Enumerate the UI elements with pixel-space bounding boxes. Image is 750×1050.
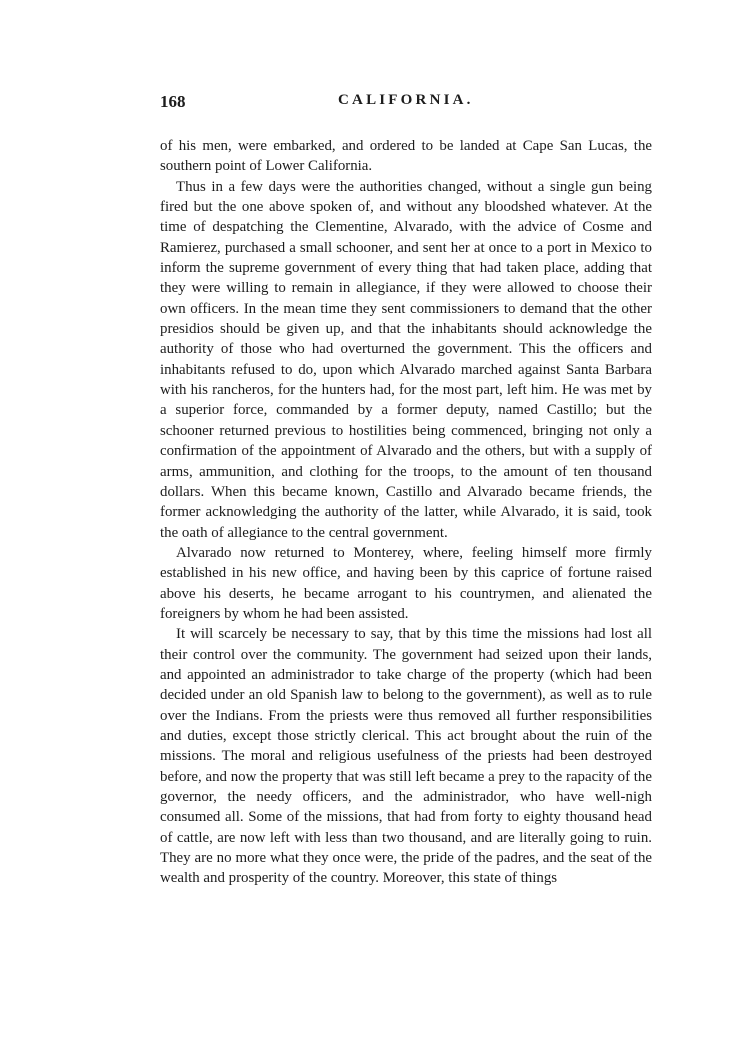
paragraph-continuation: of his men, were embarked, and ordered to be landed at Cape San Lucas, the southern point of Lower California.: [160, 138, 652, 175]
paragraph: It will scarcely be necessary to say, that by this time the missions had lost all their control over the community. The government had seized upon their lands, and appointed an administrador to take charge of the property (which had been decided under an old Spanish law to belong to the government), as well as to rule over the Indians. From the priests were thus removed all further responsibilities and duties, except those strictly clerical. This act brought about the ruin of the missions. The moral and religious usefulness of the priests had been destroyed before, and now the property that was still left became a prey to the rapacity of the governor, the needy officers, and the administrador, who have well-nigh consumed all. Some of the missions, that had from forty to eighty thousand head of cattle, are now left with less than two thousand, and are literally going to ruin. They are no more what they once were, the pride of the padres, and the seat of the wealth and prosperity of the country. Moreover, this state of things: [160, 626, 652, 887]
page-number: 168: [160, 92, 186, 111]
running-head: [160, 92, 650, 118]
paragraph: Thus in a few days were the authorities changed, without a single gun being fired but the one above spoken of, and without any bloodshed whatever. At the time of despatching the Clementine, Alvarado, with the advice of Cosme and Ramierez, purchased a small schooner, and sent her at once to a port in Mexico to inform the supreme government of every thing that had taken place, adding that they were willing to remain in allegiance, if they were allowed to choose their own officers. In the mean time they sent commissioners to demand that the other presidios should be given up, and that the inhabitants should acknowledge the authority of those who had overturned the government. This the officers and inhabitants refused to do, upon which Alvarado marched against Santa Barbara with his rancheros, for the hunters had, for the most part, left him. He was met by a superior force, commanded by a former deputy, named Castillo; but the schooner returned previous to hostilities being commenced, bringing not only a confirmation of the appointment of Alvarado and the others, but with a supply of arms, ammunition, and clothing for the troops, to the amount of ten thousand dollars. When this became known, Castillo and Alvarado became friends, the former acknowledging the authority of the latter, while Alvarado, it is said, took the oath of allegiance to the central government.: [160, 178, 652, 541]
running-title: CALIFORNIA.: [338, 92, 474, 108]
paragraph: Alvarado now returned to Monterey, where, feeling himself more firmly established in his new office, and having been by this caprice of fortune raised above his deserts, he became arrogant to his countrymen, and alienated the foreigners by whom he had been assisted.: [160, 544, 652, 622]
body-text: [160, 136, 652, 889]
